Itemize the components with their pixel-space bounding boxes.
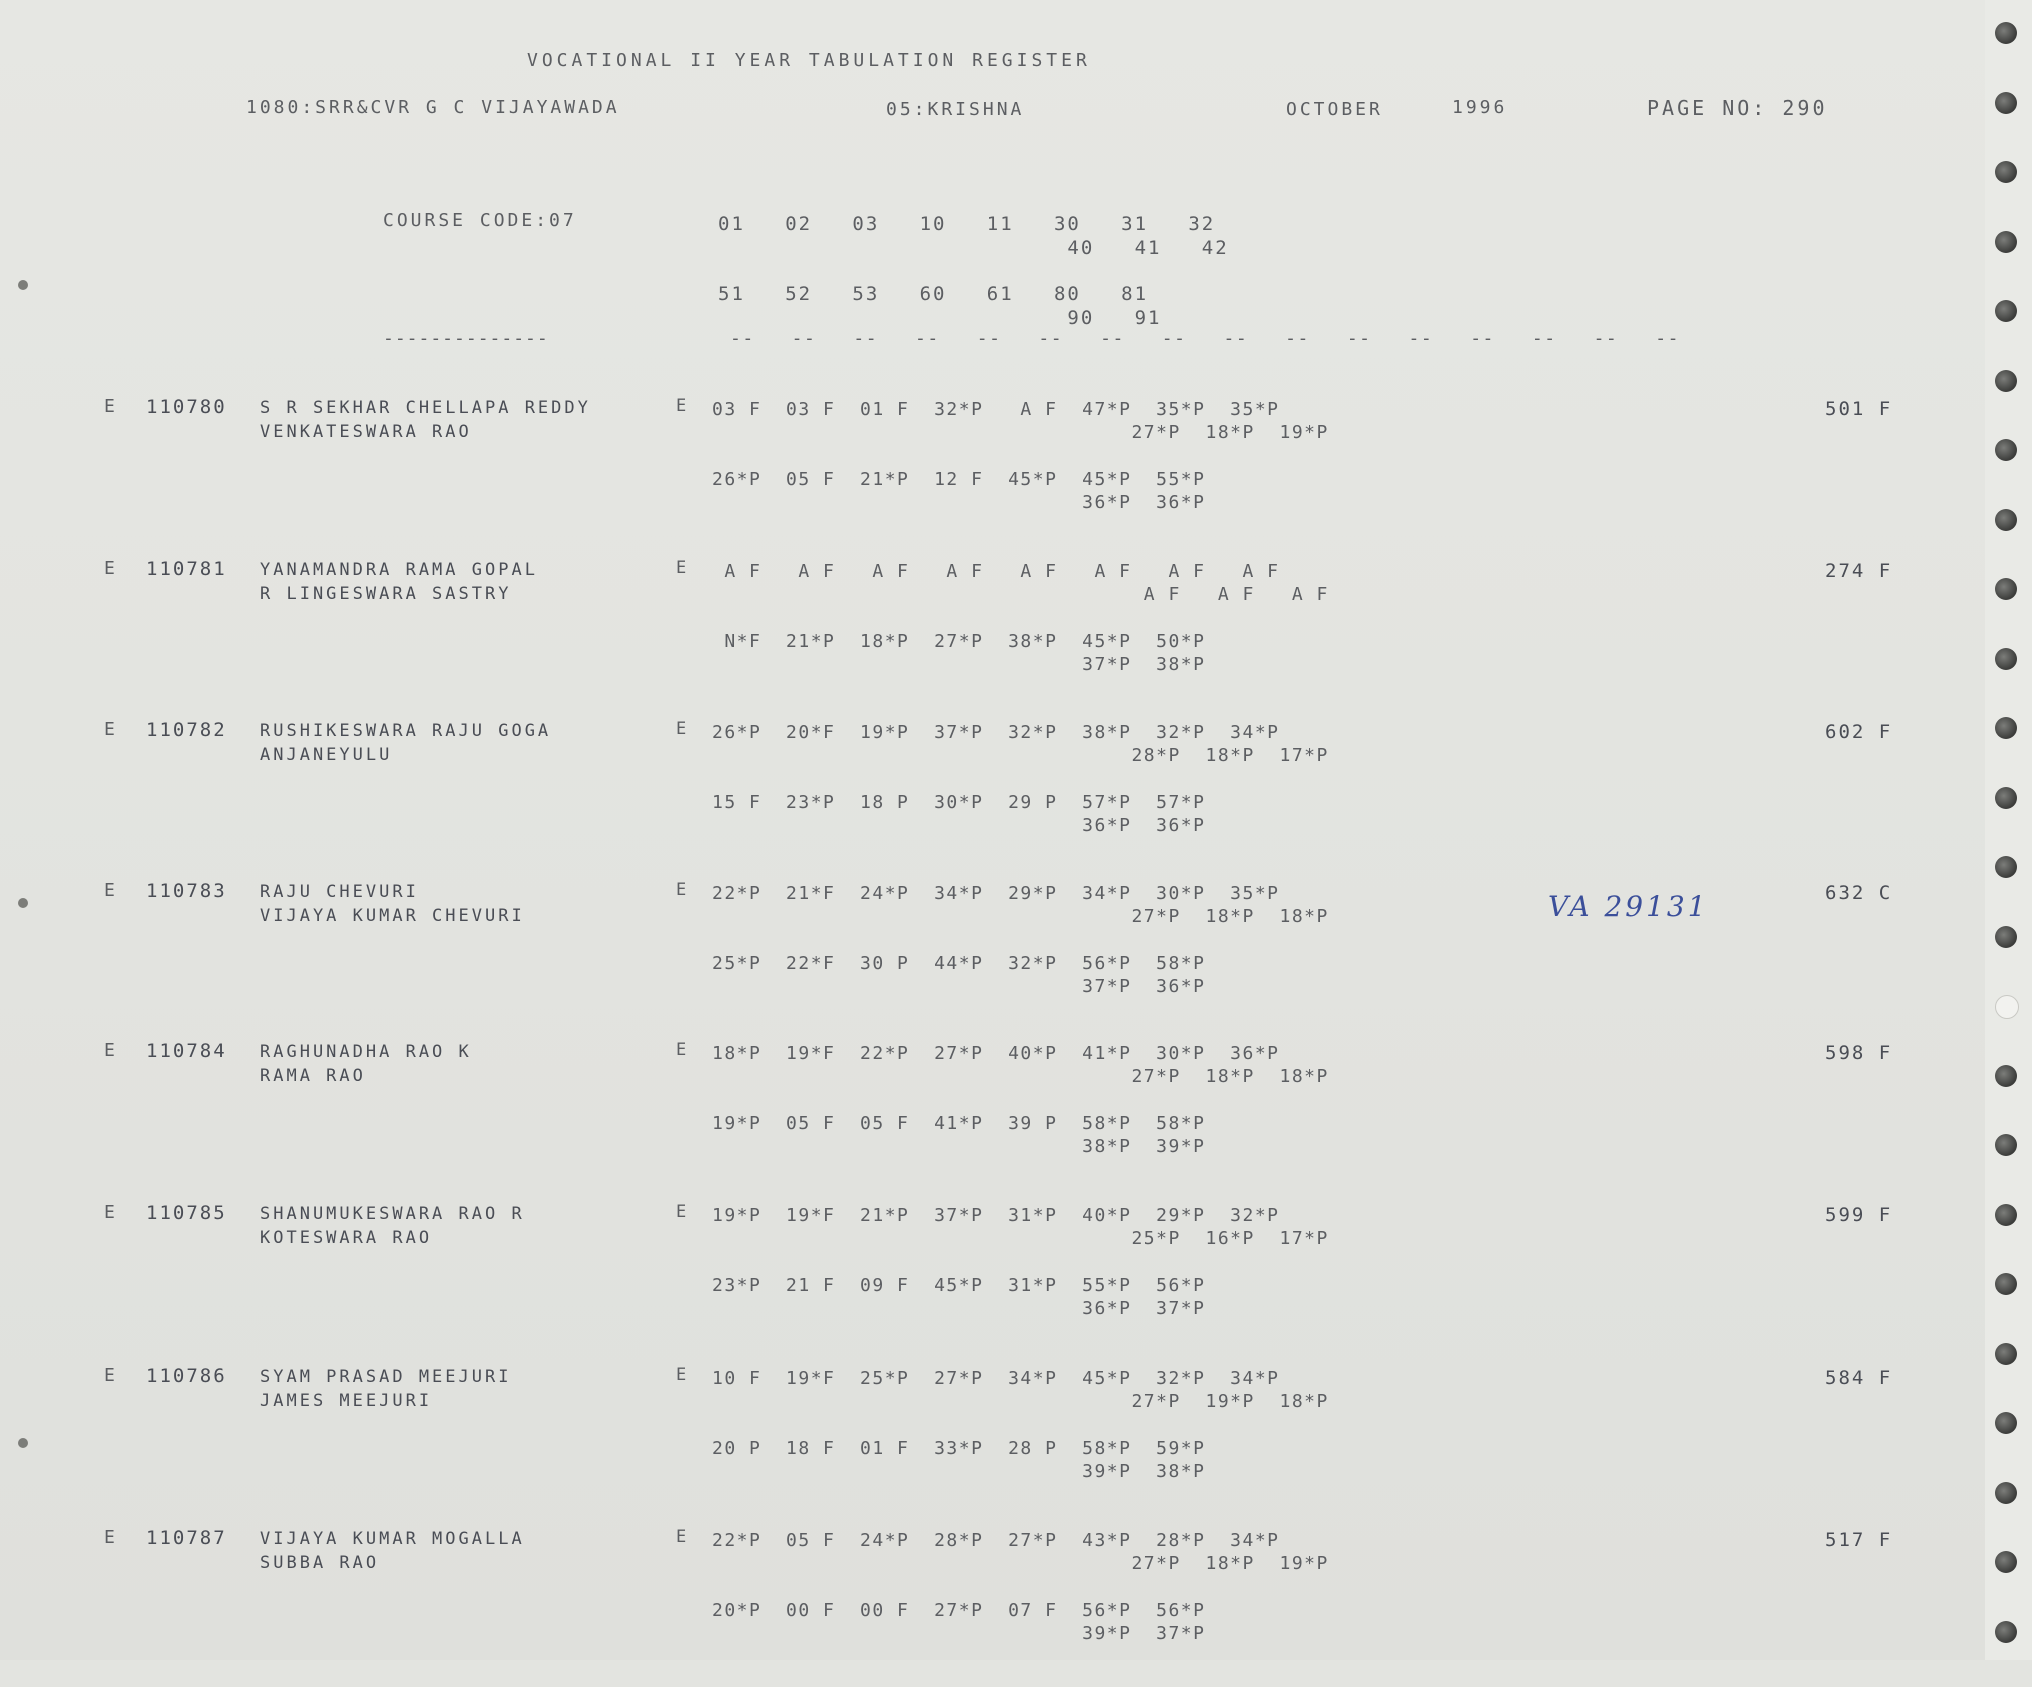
student-exam-flag: E xyxy=(676,396,687,416)
feed-hole xyxy=(1995,300,2017,322)
feed-hole xyxy=(1995,1065,2017,1087)
student-father-name: VIJAYA KUMAR CHEVURI xyxy=(260,906,525,926)
marks-row-1b: 25*P 16*P 17*P xyxy=(712,1228,1329,1249)
student-exam-flag: E xyxy=(676,1365,687,1385)
student-name: YANAMANDRA RAMA GOPAL xyxy=(260,560,538,580)
marks-row-2b: 36*P 36*P xyxy=(712,492,1206,513)
marks-row-1b: 27*P 19*P 18*P xyxy=(712,1391,1329,1412)
feed-hole xyxy=(1995,856,2017,878)
feed-hole xyxy=(1995,161,2017,183)
student-status-code: E xyxy=(104,558,115,579)
student-father-name: VENKATESWARA RAO xyxy=(260,422,472,442)
student-status-code: E xyxy=(104,1202,115,1223)
district-code: 05:KRISHNA xyxy=(886,99,1025,120)
student-record xyxy=(0,1527,1985,1687)
marks-row-2b: 37*P 36*P xyxy=(712,976,1206,997)
marks-row-1: 03 F 03 F 01 F 32*P A F 47*P 35*P 35*P xyxy=(712,399,1280,420)
marks-row-2: 26*P 05 F 21*P 12 F 45*P 45*P 55*P xyxy=(712,469,1206,490)
feed-hole xyxy=(1995,1204,2017,1226)
student-total: 602 F xyxy=(1825,721,1893,743)
marks-row-2b: 37*P 38*P xyxy=(712,654,1206,675)
student-roll-number: 110787 xyxy=(146,1527,227,1549)
student-name: VIJAYA KUMAR MOGALLA xyxy=(260,1529,525,1549)
marks-row-1b: A F A F A F xyxy=(712,584,1329,605)
register-title: VOCATIONAL II YEAR TABULATION REGISTER xyxy=(527,50,1091,71)
feed-hole xyxy=(1995,1412,2017,1434)
feed-hole xyxy=(1995,439,2017,461)
student-father-name: JAMES MEEJURI xyxy=(260,1391,433,1411)
student-record xyxy=(0,1365,1985,1525)
student-exam-flag: E xyxy=(676,1040,687,1060)
marks-row-1: 26*P 20*F 19*P 37*P 32*P 38*P 32*P 34*P xyxy=(712,722,1280,743)
marks-row-2b: 39*P 37*P xyxy=(712,1623,1206,1644)
marks-row-2: N*F 21*P 18*P 27*P 38*P 45*P 50*P xyxy=(712,631,1206,652)
student-total: 599 F xyxy=(1825,1204,1893,1226)
feed-hole xyxy=(1995,717,2017,739)
student-roll-number: 110784 xyxy=(146,1040,227,1062)
student-father-name: KOTESWARA RAO xyxy=(260,1228,433,1248)
student-father-name: ANJANEYULU xyxy=(260,745,393,765)
student-status-code: E xyxy=(104,1040,115,1061)
student-total: 598 F xyxy=(1825,1042,1893,1064)
student-exam-flag: E xyxy=(676,719,687,739)
marks-row-1: 22*P 21*F 24*P 34*P 29*P 34*P 30*P 35*P xyxy=(712,883,1280,904)
marks-row-2: 19*P 05 F 05 F 41*P 39 P 58*P 58*P xyxy=(712,1113,1206,1134)
feed-hole xyxy=(1995,92,2017,114)
left-margin-hole xyxy=(18,898,28,908)
student-record xyxy=(0,396,1985,556)
student-name: SHANUMUKESWARA RAO R xyxy=(260,1204,525,1224)
student-total: 517 F xyxy=(1825,1529,1893,1551)
course-code: COURSE CODE:07 xyxy=(383,210,577,231)
student-total: 501 F xyxy=(1825,398,1893,420)
marks-row-2: 15 F 23*P 18 P 30*P 29 P 57*P 57*P xyxy=(712,792,1206,813)
feed-hole xyxy=(1995,1621,2017,1643)
student-total: 632 C xyxy=(1825,882,1893,904)
subject-codes-row-2b: 90 91 xyxy=(718,307,1162,329)
header-divider-right: -- -- -- -- -- -- -- -- -- -- -- -- -- -- -- -- xyxy=(730,328,1680,349)
student-name: S R SEKHAR CHELLAPA REDDY xyxy=(260,398,591,418)
feed-hole xyxy=(1995,995,2019,1019)
feed-hole xyxy=(1995,648,2017,670)
marks-row-2: 23*P 21 F 09 F 45*P 31*P 55*P 56*P xyxy=(712,1275,1206,1296)
student-record xyxy=(0,1202,1985,1362)
marks-row-1: 18*P 19*F 22*P 27*P 40*P 41*P 30*P 36*P xyxy=(712,1043,1280,1064)
student-roll-number: 110782 xyxy=(146,719,227,741)
marks-row-2b: 38*P 39*P xyxy=(712,1136,1206,1157)
feed-hole xyxy=(1995,787,2017,809)
college-code: 1080:SRR&CVR G C VIJAYAWADA xyxy=(246,97,620,118)
student-record xyxy=(0,1040,1985,1200)
feed-hole xyxy=(1995,578,2017,600)
feed-hole xyxy=(1995,370,2017,392)
marks-row-1b: 27*P 18*P 19*P xyxy=(712,422,1329,443)
student-name: RAJU CHEVURI xyxy=(260,882,419,902)
student-status-code: E xyxy=(104,1365,115,1386)
subject-codes-row-1: 01 02 03 10 11 30 31 32 xyxy=(718,213,1216,235)
page-number: PAGE NO: 290 xyxy=(1647,96,1828,120)
exam-month: OCTOBER xyxy=(1286,99,1383,120)
feed-hole xyxy=(1995,926,2017,948)
student-status-code: E xyxy=(104,1527,115,1548)
marks-row-1b: 27*P 18*P 18*P xyxy=(712,906,1329,927)
subject-codes-row-2: 51 52 53 60 61 80 81 xyxy=(718,283,1149,305)
feed-hole xyxy=(1995,1134,2017,1156)
student-total: 274 F xyxy=(1825,560,1893,582)
marks-row-2b: 36*P 36*P xyxy=(712,815,1206,836)
student-roll-number: 110781 xyxy=(146,558,227,580)
marks-row-1: 22*P 05 F 24*P 28*P 27*P 43*P 28*P 34*P xyxy=(712,1530,1280,1551)
student-father-name: SUBBA RAO xyxy=(260,1553,380,1573)
left-margin-hole xyxy=(18,1438,28,1448)
feed-hole xyxy=(1995,509,2017,531)
marks-row-1b: 27*P 18*P 19*P xyxy=(712,1553,1329,1574)
student-name: SYAM PRASAD MEEJURI xyxy=(260,1367,512,1387)
marks-row-1b: 27*P 18*P 18*P xyxy=(712,1066,1329,1087)
student-exam-flag: E xyxy=(676,1202,687,1222)
tractor-feed-strip xyxy=(1985,0,2032,1660)
handwritten-annotation: VA 29131 xyxy=(1548,890,1709,923)
student-name: RAGHUNADHA RAO K xyxy=(260,1042,472,1062)
student-roll-number: 110786 xyxy=(146,1365,227,1387)
student-roll-number: 110783 xyxy=(146,880,227,902)
marks-row-1b: 28*P 18*P 17*P xyxy=(712,745,1329,766)
marks-row-2b: 39*P 38*P xyxy=(712,1461,1206,1482)
marks-row-1: A F A F A F A F A F A F A F A F xyxy=(712,561,1280,582)
marks-row-2: 20 P 18 F 01 F 33*P 28 P 58*P 59*P xyxy=(712,1438,1206,1459)
feed-hole xyxy=(1995,22,2017,44)
exam-year: 1996 xyxy=(1452,97,1508,118)
marks-row-1: 10 F 19*F 25*P 27*P 34*P 45*P 32*P 34*P xyxy=(712,1368,1280,1389)
feed-hole xyxy=(1995,231,2017,253)
student-father-name: RAMA RAO xyxy=(260,1066,366,1086)
student-total: 584 F xyxy=(1825,1367,1893,1389)
student-status-code: E xyxy=(104,880,115,901)
student-status-code: E xyxy=(104,396,115,417)
header-divider-left: -------------- xyxy=(383,328,549,349)
marks-row-2: 20*P 00 F 00 F 27*P 07 F 56*P 56*P xyxy=(712,1600,1206,1621)
student-record xyxy=(0,558,1985,718)
student-exam-flag: E xyxy=(676,1527,687,1547)
student-roll-number: 110785 xyxy=(146,1202,227,1224)
student-father-name: R LINGESWARA SASTRY xyxy=(260,584,512,604)
marks-row-2: 25*P 22*F 30 P 44*P 32*P 56*P 58*P xyxy=(712,953,1206,974)
student-exam-flag: E xyxy=(676,558,687,578)
subject-codes-row-1b: 40 41 42 xyxy=(718,237,1229,259)
student-record xyxy=(0,719,1985,879)
feed-hole xyxy=(1995,1343,2017,1365)
feed-hole xyxy=(1995,1551,2017,1573)
feed-hole xyxy=(1995,1273,2017,1295)
marks-row-2b: 36*P 37*P xyxy=(712,1298,1206,1319)
student-exam-flag: E xyxy=(676,880,687,900)
student-status-code: E xyxy=(104,719,115,740)
feed-hole xyxy=(1995,1482,2017,1504)
left-margin-hole xyxy=(18,280,28,290)
student-roll-number: 110780 xyxy=(146,396,227,418)
student-name: RUSHIKESWARA RAJU GOGA xyxy=(260,721,552,741)
marks-row-1: 19*P 19*F 21*P 37*P 31*P 40*P 29*P 32*P xyxy=(712,1205,1280,1226)
